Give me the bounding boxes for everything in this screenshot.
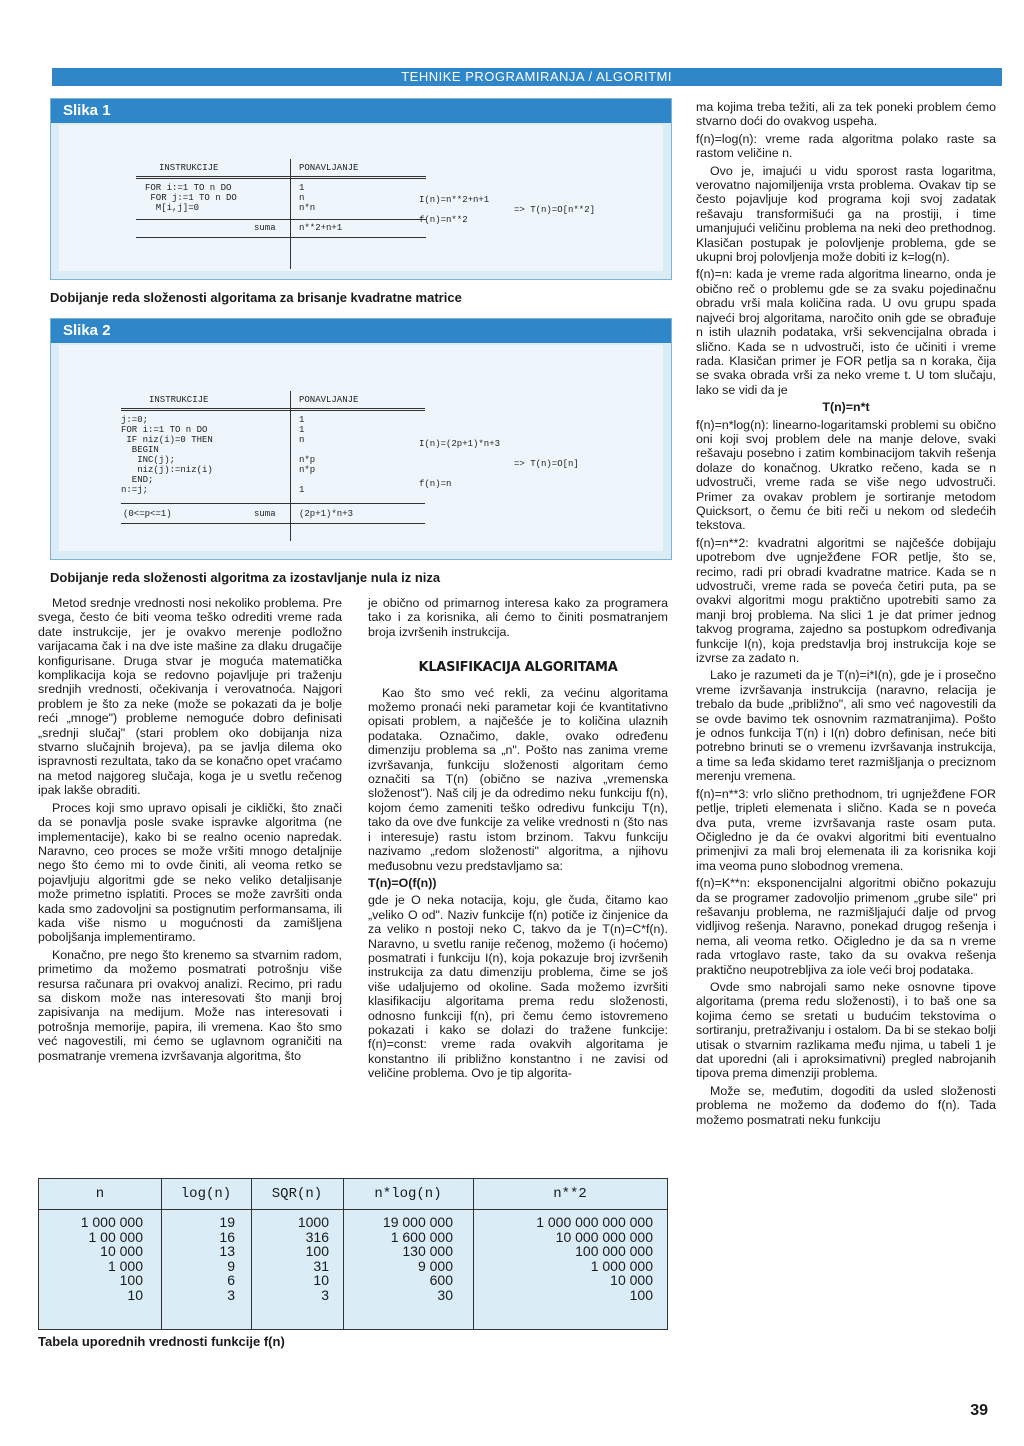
section-title: TEHNIKE PROGRAMIRANJA / ALGORITMI (401, 69, 672, 84)
big-o-formula: T(n)=O(f(n)) (368, 875, 437, 890)
table-col-sqr: 1000 316 100 31 10 3 (297, 1214, 329, 1303)
comparison-table (38, 1178, 668, 1330)
column-2 (368, 596, 668, 1084)
fig2-rule-top (121, 408, 425, 409)
table-header-rule (39, 1209, 667, 1210)
col3-paragraph: ma kojima treba težiti, ali za tek poneki problem ćemo stvarno doći do ovakvog uspeha. (696, 100, 996, 129)
figure-2 (50, 318, 672, 560)
fig1-code: FOR i:=1 TO n DO FOR j:=1 TO n DO M[i,j]=0 (145, 183, 237, 213)
figure-1 (50, 98, 672, 280)
fig1-sum-label: suma (254, 223, 276, 233)
table-col-n: 1 000 000 1 00 000 10 000 1 000 100 10 (80, 1214, 143, 1303)
fig1-rule-top (136, 176, 426, 177)
fig2-result: => T(n)=O[n] (514, 459, 579, 469)
col3-paragraph: f(n)=K**n: eksponencijalni algoritmi obično pokazuju da se programer zadovoljio primenom „grube sile" pri rešavanju problema, ne razmišljajući dalje od prvog vidljivog rešenja. Naravno, ponekad drugog rešenja i nema, ali veoma retko. Očigledno je da sa n vreme rada vrtoglavo raste, tako da su ovakva rešenja praktično neupotrebljiva za iole veći broj podataka. (696, 876, 996, 977)
col2-paragraph: gde je O neka notacija, koju, gle čuda, čitamo kao „veliko O od". Naziv funkcije f(n) potiče iz činjenice da za veliko n postoji neko C, takvo da je T(n)=C*f(n). Naravno, u svetlu ranije rečenog, možemo (i hoćemo) posmatrati i funkciju I(n), koja pokazuje broj izvršenih instrukcija za datu dimenziju problema, čime se još više udaljujemo od okoline. Sada možemo izvršiti klasifikaciju algoritama prema redu složenosti, odnosno funkciji f(n), pri čemu ćemo istovremeno pokazati i kako se dolazi do tražene funkcije: f(n)=const: vreme rada ovakvih algoritama je konstantno ili približno konstantno i ne zavisi od veličine problema. Ovo je tip algorita- (368, 893, 668, 1081)
col2-intro: je obično od primarnog interesa kako za programera tako i za korisnika, ali ćemo to činiti posmatranjem broja izvršenih instrukcija. (368, 596, 668, 639)
table-col-nlog: 19 000 000 1 600 000 130 000 9 000 600 30 (382, 1214, 453, 1303)
fig2-divider (290, 391, 291, 541)
col3-paragraph: Lako je razumeti da je T(n)=i*I(n), gde je i prosečno vreme izvršavanja instrukcija (naravno, relacija je trebalo da bude „približno", ali smo već nagovestili da se ovde bavimo tek osnovnim razmatranjima). Pošto je odnos funkcija T(n) i I(n) dobro definisan, neće biti potrebno brinuti se o vremenu izvršavanja instrukcija, a time sa leđa skidamo teret razmišljanja o preciznom merenju vremena. (696, 668, 996, 784)
col2-paragraph: Kao što smo već rekli, za većinu algoritama možemo pronaći neki parametar koji će kvantitativno opisati problem, a najčešće je to količina ulaznih podataka. Označimo, dakle, ovako određenu dimenziju problema sa „n". Pošto nas zanima vreme izvršavanja, funkciju složenosti algoritam ćemo označiti sa T(n) (obično se naziva „vremenska složenost"). Naš cilj je da odredimo neku funkciju f(n), kojom ćemo zameniti teško odredivu funkciju T(n), tako da ove dve funkcije za velike vrednosti n (što nas i interesuje) rastu istom brzinom. Takvu funkciju nazivamo „redom složenosti" algoritma, a njihovu međusobnu vezu predstavljamo sa: (368, 685, 668, 873)
fig2-eq1: I(n)=(2p+1)*n+3 (419, 439, 501, 449)
fig1-rule-sum (136, 219, 426, 220)
figure-2-label: Slika 2 (63, 322, 111, 339)
fig2-rule-top2 (121, 410, 425, 411)
fig2-sum-value: (2p+1)*n+3 (299, 509, 354, 519)
figure-1-label: Slika 1 (63, 102, 111, 119)
table-header-sqr: SQR(n) (271, 1186, 323, 1202)
col3-paragraph: T(n)=n*t (822, 400, 870, 415)
fig2-col-instructions: INSTRUKCIJE (149, 395, 209, 405)
table-col-n2: 1 000 000 000 000 10 000 000 000 100 000 000 1 000 000 10 000 100 (536, 1214, 653, 1303)
section-header-bar (52, 68, 1002, 86)
table-header-log: log(n) (180, 1186, 232, 1202)
fig2-rule-bottom (121, 523, 425, 524)
col3-paragraph: Ovde smo nabrojali samo neke osnovne tipove algoritama (prema redu složenosti), i to baš one sa kojima ćemo se sretati u budućim tekstovima o sortiranju, pretraživanju i ostalom. Da bi se stekao bolji utisak o stvarnim razlikama među njima, u tabeli 1 je dat uporedni (ali i aproksimativni) pregled nabrojanih tipova prema dimenziji problema. (696, 979, 996, 1081)
figure-1-caption: Dobijanje reda složenosti algoritama za brisanje kvadratne matrice (50, 290, 462, 305)
section-heading: KLASIFIKACIJA ALGORITAMA (418, 660, 618, 676)
fig1-eq1: I(n)=n**2+n+1 (419, 195, 490, 205)
col3-paragraph: f(n)=n**2: kvadratni algoritmi se najčešće dobijaju upotrebom dve ugnježđene FOR petlje, što se, recimo, radi pri obradi kvadratne matrice. Kada se n udvostruči, vreme rada se poveća četiri puta, pa se ovakvi algoritmi mogu praktično upotrebiti samo za manji broj problema. Na slici 1 je dat primer jednog takvog programa, zajedno sa postupkom određivanja funkcije I(n), koja predstavlja broj instrukcija koje se izvrse za zadato n. (696, 535, 996, 666)
table-header-n2: n**2 (553, 1186, 587, 1202)
figure-2-panel (59, 345, 663, 551)
column-1 (38, 596, 342, 1066)
table-caption: Tabela uporednih vrednosti funkcije f(n) (38, 1334, 285, 1349)
fig1-col-instructions: INSTRUKCIJE (159, 163, 219, 173)
col1-paragraph: Konačno, pre nego što krenemo sa stvarnim radom, primetimo da možemo posmatrati potrošnju više resursa računara pri ovakvoj analizi. Recimo, pri radu sa diskom može nas interesovati što manji broj zapisivanja na medijum. Može nas interesovati i potrošnja memorije, papira, ili vremena. Kao što smo već nagovestili, mi ćemo se uglavnom ograničiti na posmatranje vremena izvršavanja algoritma, što (38, 947, 342, 1063)
table-col-log: 19 16 13 9 6 3 (219, 1214, 235, 1303)
fig1-sum-value: n**2+n+1 (299, 223, 343, 233)
fig2-code: j:=0; FOR i:=1 TO n DO IF niz(i)=0 THEN BEGIN INC(j); niz(j):=niz(i) END; n:=j; (121, 415, 213, 495)
col3-paragraph: f(n)=n**3: vrlo slično prethodnom, tri ugnježđene FOR petlje, tripleti elemenata i slično. Kada se n poveća dva puta, vreme izvršavanja raste osam puta. Očigledno je da će ovakvi algoritmi biti eventualno primenjivi za mali broj elemenata ili za korisnika koji ima veoma puno slobodnog vremena. (696, 786, 996, 873)
figure-2-caption: Dobijanje reda složenosti algoritma za izostavljanje nula iz niza (50, 570, 441, 585)
col3-paragraph: f(n)=n*log(n): linearno-logaritamski problemi su obično oni koji svoj problem dele na manje delove, svaki rešavaju posebno i zatim kombinacijom takvih rešenja dolaze do konačnog. Ukratko rečeno, kada se n udvostruči, vreme rada se više nego udvostruči. Primer za ovakav problem je sortiranje metodom Quicksort, o čemu će biti reči u nekom od sledećih tekstova. (696, 417, 996, 533)
col3-paragraph: Može se, međutim, dogoditi da usled složenosti problema ne možemo da dođemo do f(n). Tada možemo posmatrati neku funkciju (696, 1083, 996, 1127)
fig1-rule-bottom (136, 237, 426, 238)
column-3 (696, 100, 996, 1130)
figure-1-panel (59, 125, 663, 271)
fig2-rule-sum (121, 503, 425, 504)
col3-paragraph: Ovo je, imajući u vidu sporost rasta logaritma, verovatno najomiljenija vrsta problema. Ovakav tip se često pojavljuje kod programa koji svoj zadatak rešavaju transformišući ga na prostiji, i time umanjujući veličinu problema na neki deo prethodnog. Klasičan postupak je polovljenje problema, gde se ukupni broj polovljenja može dobiti iz k=log(n). (696, 163, 996, 265)
fig1-reps: 1 n n*n (299, 183, 316, 213)
fig2-sum-label: suma (254, 509, 276, 519)
fig1-rule-top2 (136, 178, 426, 179)
page-number: 39 (970, 1402, 988, 1419)
table-header-nlog: n*log(n) (374, 1186, 442, 1202)
col1-paragraph: Proces koji smo upravo opisali je ciklički, što znači da se ponavlja posle svake ispravke algoritma (ne implementacije), kako bi se realno ocenio napredak. Naravno, ceo proces se može vršiti mnogo detaljnije nego što ćemo mi to ovde činiti, ali veoma retko se pojavljuju algoritmi gde se neko veliko detaljisanje može primetno isplatiti. Proces se može završiti onda kada smo zadovoljni sa postignutim performansama, ili kada više nismo u mogućnosti da zamišljena poboljšanja implementiramo. (38, 800, 342, 945)
col1-paragraph: Metod srednje vrednosti nosi nekoliko problema. Pre svega, često će biti veoma teško odrediti vreme rada date instrukcije, jer je ovakvo merenje podložno varijacama čak i na dve iste mašine za dlaku drugačije konfigurisane. Druga stvar je moguća matematička komplikacija koja se redovno pojavljuje pri traženju srednjih vrednosti, očekivanja i verovatnoća. Najgori problem je što za neke (može se pokazati da je bolje reći „mnoge") probleme nemoguće dobro definisati „srednji slučaj" (stari problem oko dobijanja niza stvarno slučajnih brojeva), pa se javlja dilema oko ispravnosti rezultata, tako da se konačno opet vraćamo na metod najgoreg slučaja, koga je u svetlu rečenog ipak lakše obraditi. (38, 596, 342, 798)
fig2-col-repetitions: PONAVLJANJE (299, 395, 359, 405)
table-header-n: n (95, 1186, 105, 1202)
col3-paragraph: f(n)=log(n): vreme rada algoritma polako raste sa rastom veličine n. (696, 131, 996, 161)
fig1-eq2: f(n)=n**2 (419, 215, 468, 225)
fig2-eq2: f(n)=n (419, 479, 452, 489)
fig1-divider (290, 159, 291, 269)
fig2-condition: (0<=p<=1) (123, 509, 172, 519)
fig1-col-repetitions: PONAVLJANJE (299, 163, 359, 173)
fig2-reps: 1 1 n n*p n*p 1 (299, 415, 316, 495)
figure-2-label-bar (51, 319, 671, 343)
figure-1-label-bar (51, 99, 671, 123)
col3-paragraph: f(n)=n: kada je vreme rada algoritma linearno, onda je obično reč o problemu gde se za svaku pojedinačnu obradu vrši mala količina rada. U ovu grupu spada najveći broj algoritama, naročito onih gde se obrađuje n istih ulaznih podataka, vrši sekvencijalna obrada i slično. Kada se n udvostruči, isto će učiniti i vreme rada. Klasičan primer je FOR petlja sa n koraka, čija se svaka obrada vrši za neko vreme t. U tom slučaju, lako se vidi da je (696, 267, 996, 397)
fig1-result: => T(n)=O[n**2] (514, 205, 596, 215)
